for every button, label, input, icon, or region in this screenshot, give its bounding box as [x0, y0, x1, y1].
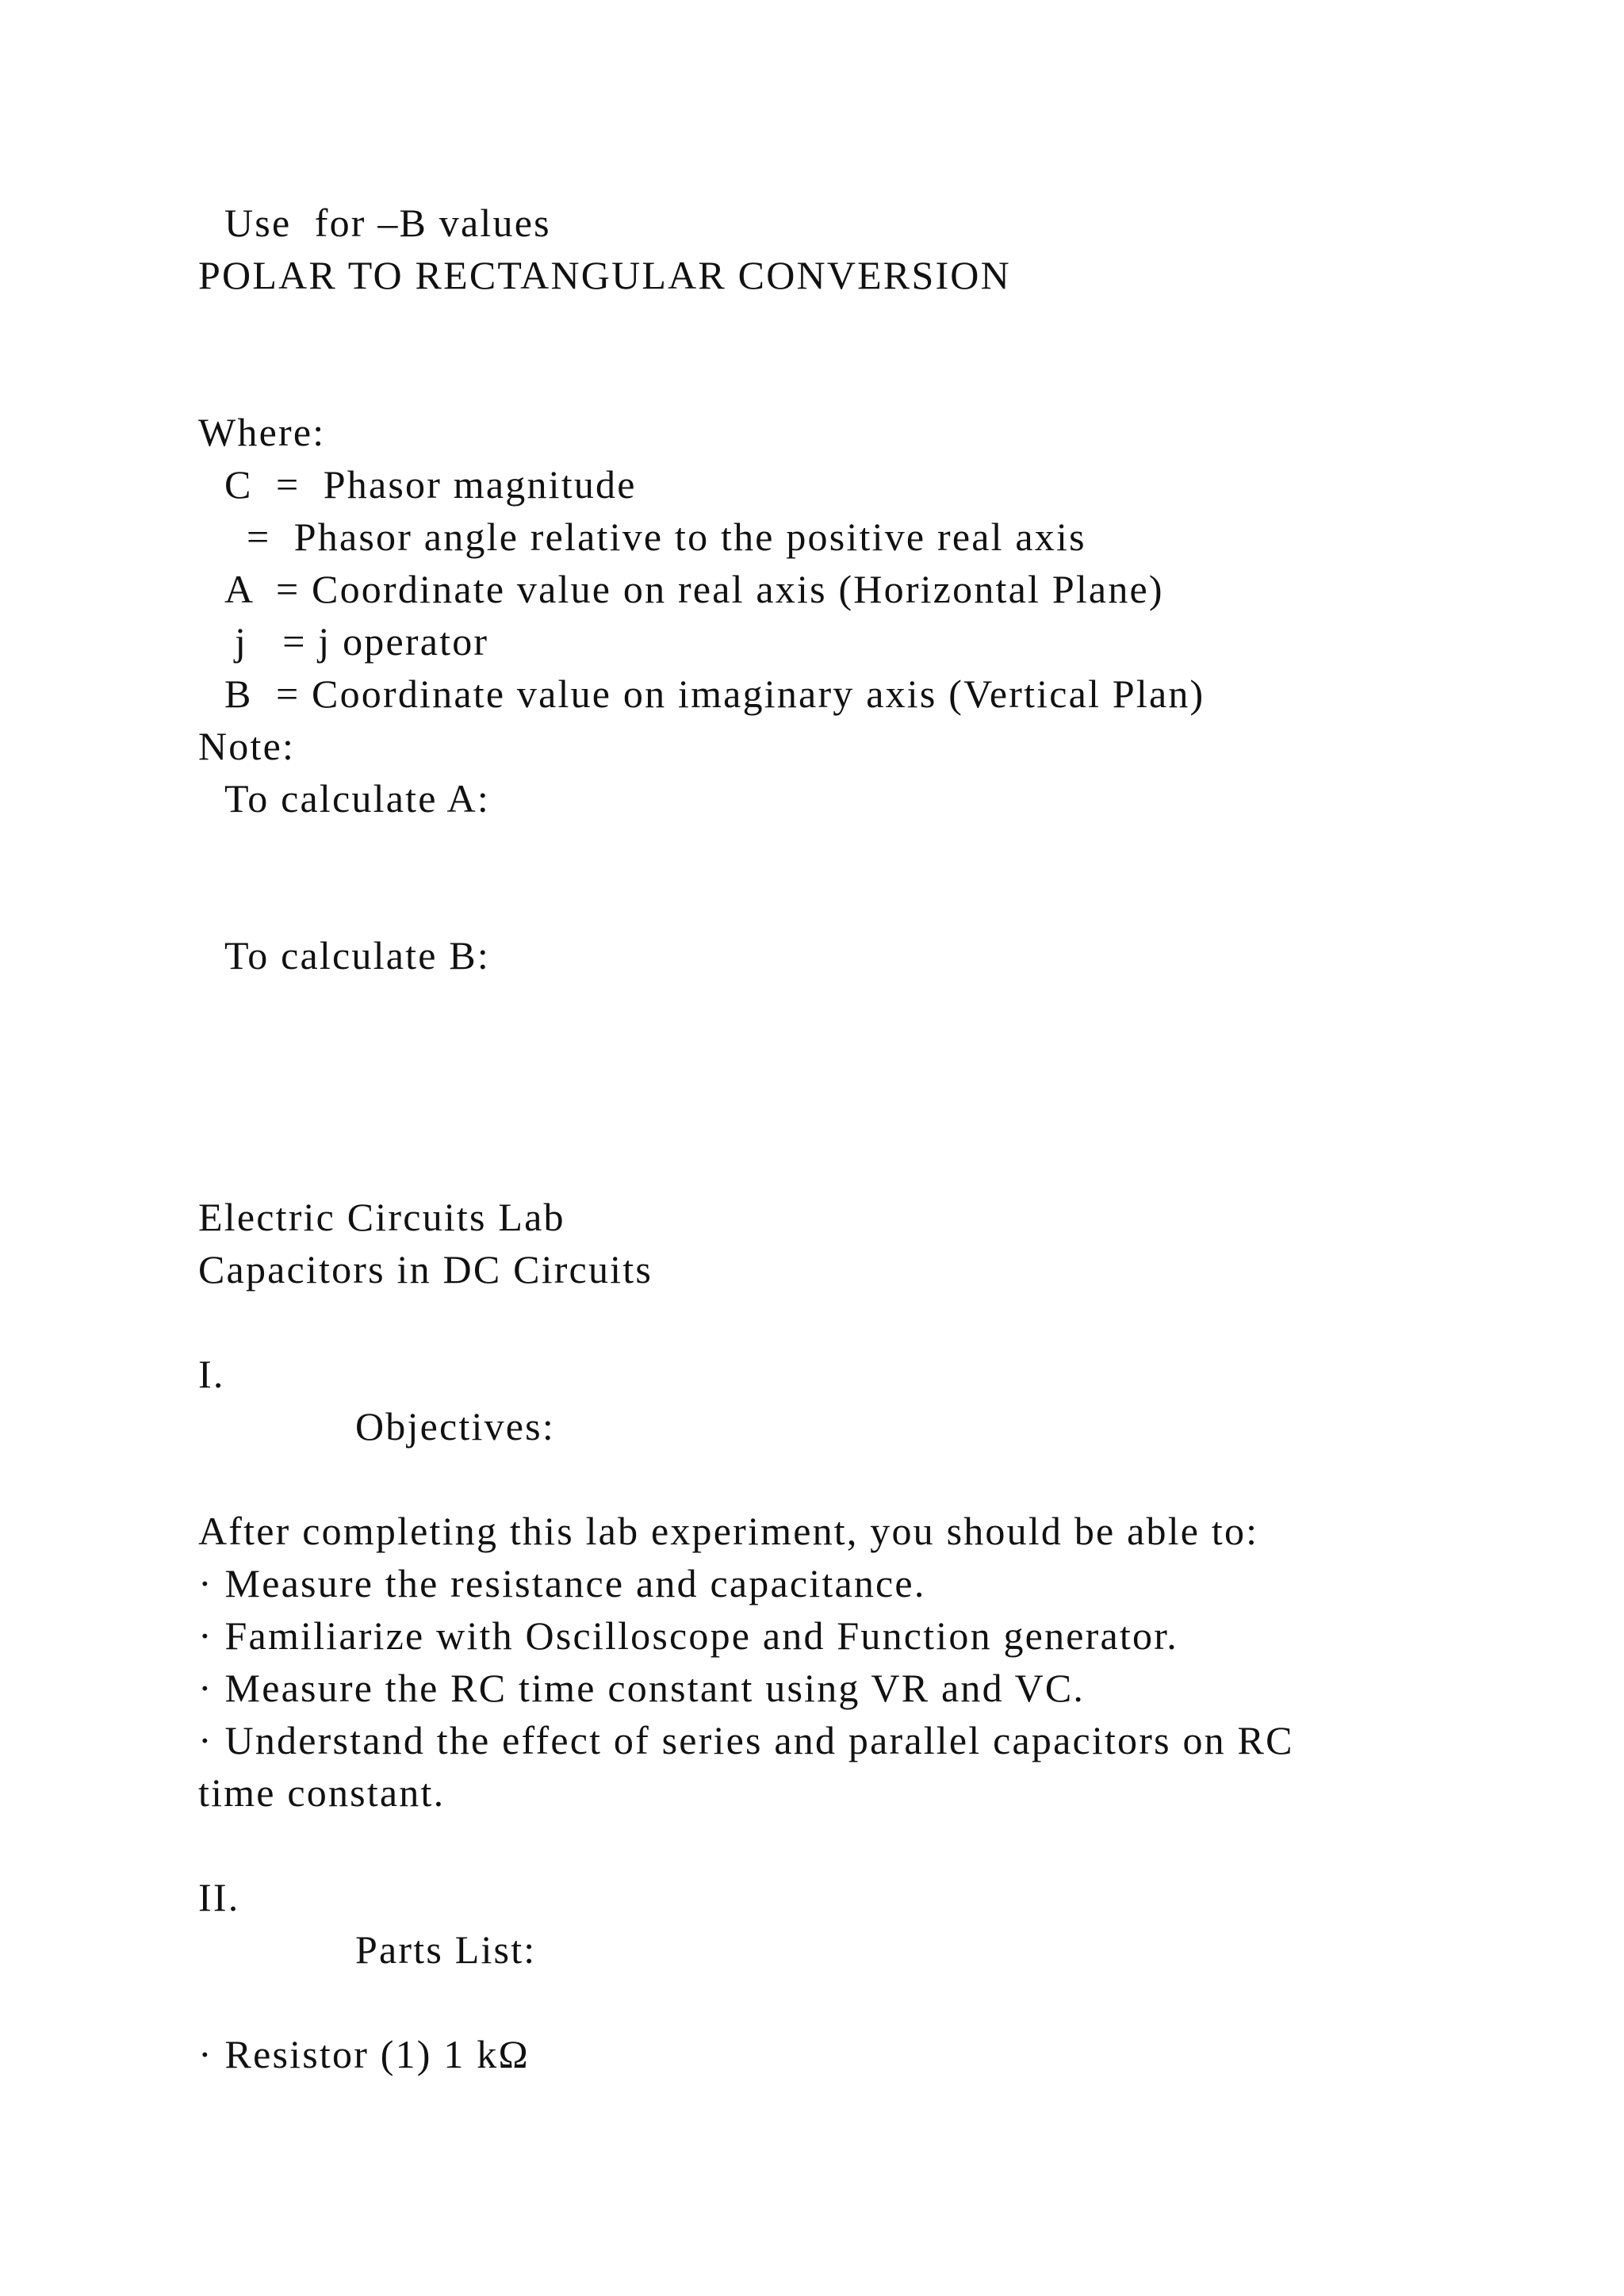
- parts-list-item: · Resistor (1) 1 kΩ: [198, 2032, 530, 2076]
- definition-b: B = Coordinate value on imaginary axis (Vertical Plan): [224, 672, 1205, 716]
- definition-a: A = Coordinate value on real axis (Horizontal Plane): [224, 567, 1164, 611]
- objective-item: · Understand the effect of series and parallel capacitors on RC: [198, 1718, 1294, 1762]
- lab-title: Electric Circuits Lab: [198, 1195, 565, 1239]
- definition-theta: = Phasor angle relative to the positive real axis: [247, 515, 1086, 559]
- use-for-negative-b-line: Use for –B values: [224, 201, 551, 245]
- objective-item: · Familiarize with Oscilloscope and Function generator.: [198, 1613, 1178, 1658]
- section-2-numeral: II.: [198, 1875, 240, 1919]
- conversion-heading: POLAR TO RECTANGULAR CONVERSION: [198, 253, 1011, 297]
- section-1-numeral: I.: [198, 1352, 225, 1396]
- calculate-b-label: To calculate B:: [224, 933, 490, 978]
- objectives-intro: After completing this lab experiment, you should be able to:: [198, 1509, 1259, 1553]
- definition-j: j = j operator: [235, 619, 489, 664]
- definition-c: C = Phasor magnitude: [224, 462, 637, 507]
- lab-subtitle: Capacitors in DC Circuits: [198, 1247, 653, 1292]
- objective-item: · Measure the RC time constant using VR and VC.: [198, 1666, 1086, 1710]
- objective-item: · Measure the resistance and capacitance.: [198, 1561, 926, 1605]
- objective-item-continuation: time constant.: [198, 1770, 446, 1815]
- section-2-title: Parts List:: [355, 1927, 537, 1972]
- note-label: Note:: [198, 724, 296, 768]
- where-label: Where:: [198, 410, 326, 454]
- calculate-a-label: To calculate A:: [224, 776, 490, 821]
- section-1-title: Objectives:: [355, 1404, 555, 1448]
